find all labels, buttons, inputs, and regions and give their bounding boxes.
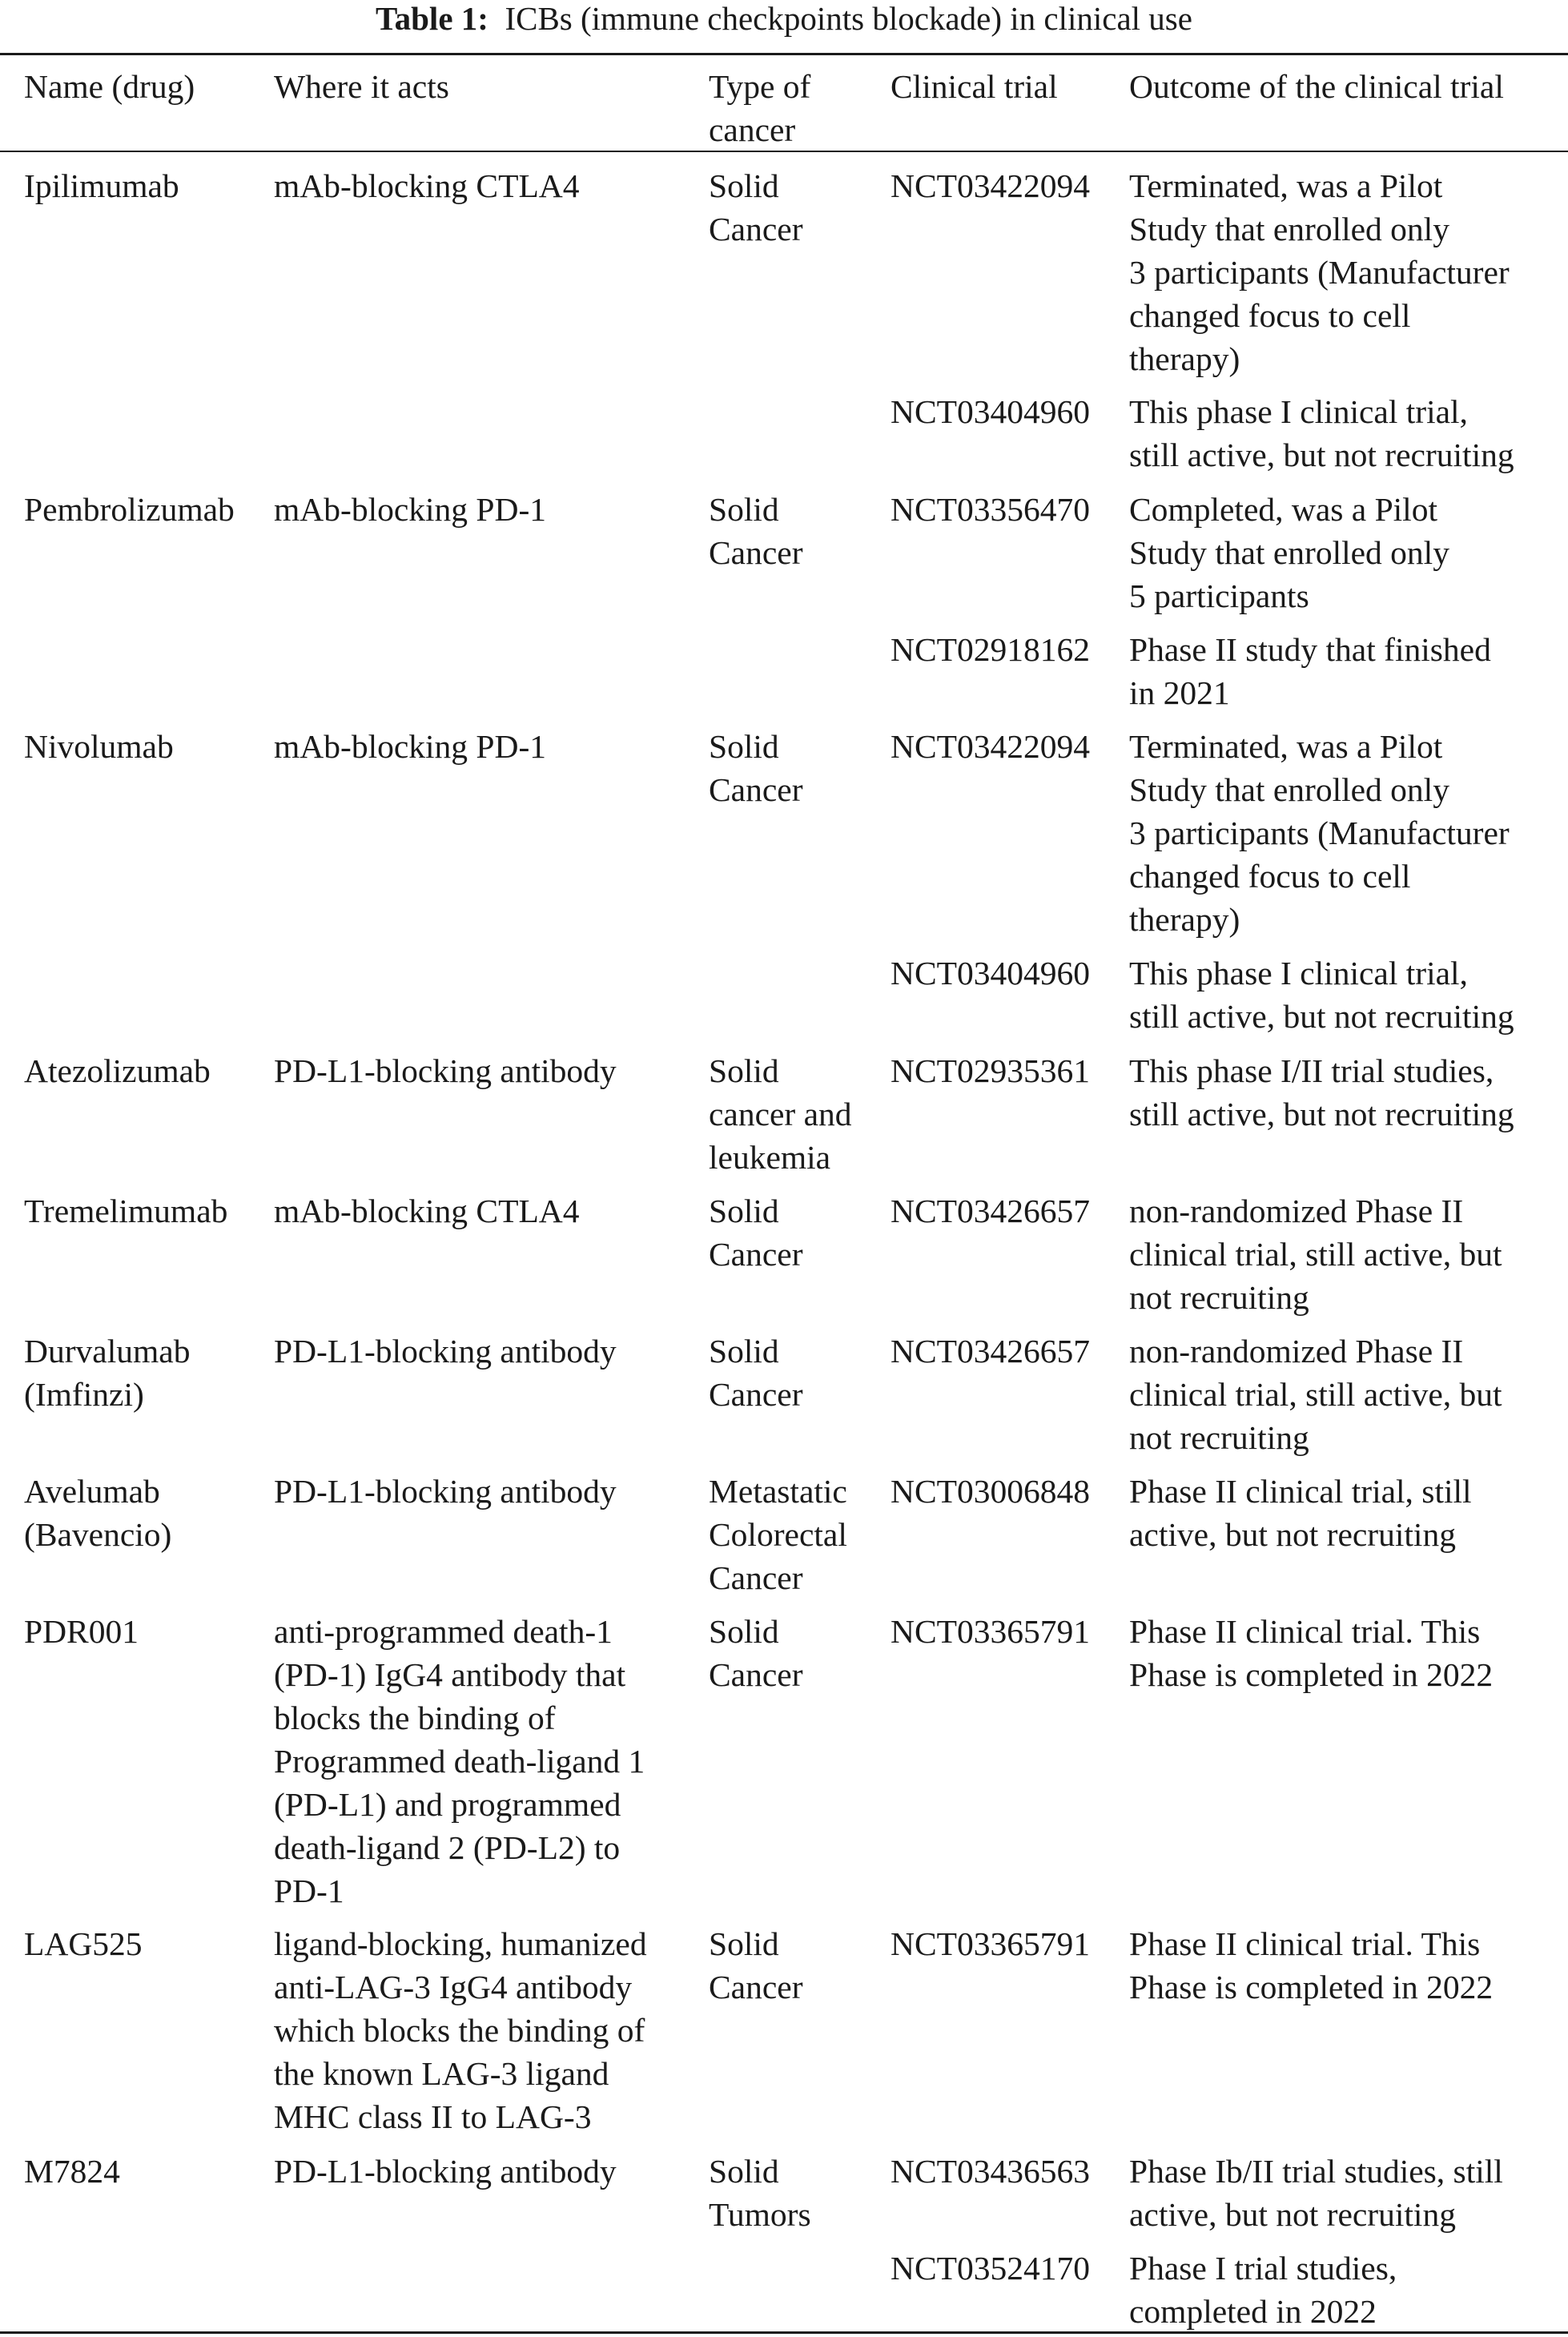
- cell-cancer-type: Solid Cancer: [709, 1613, 803, 1693]
- cell-cancer-type: Solid Cancer: [709, 728, 803, 808]
- cell-outcome: Phase II clinical trial. This Phase is completed in 2022: [1129, 1613, 1494, 1693]
- top-rule: [0, 53, 1568, 55]
- cell-clinical-trial: NCT03404960: [891, 955, 1090, 992]
- cell-drug-name: LAG525: [24, 1925, 143, 1962]
- cell-cancer-type: Solid Tumors: [709, 2153, 811, 2233]
- cell-drug-name: Nivolumab: [24, 728, 174, 765]
- cell-outcome: Completed, was a Pilot Study that enrolled only 5 participants: [1129, 491, 1449, 614]
- cell-clinical-trial: NCT03404960: [891, 393, 1090, 430]
- cell-where-it-acts: PD-L1-blocking antibody: [274, 1333, 617, 1370]
- cell-outcome: Phase II clinical trial. This Phase is completed in 2022: [1129, 1925, 1494, 2005]
- cell-outcome: Phase II clinical trial, still active, but not recruiting: [1129, 1473, 1472, 1553]
- cell-clinical-trial: NCT03426657: [891, 1193, 1090, 1229]
- cell-where-it-acts: PD-L1-blocking antibody: [274, 2153, 617, 2190]
- cell-where-it-acts: PD-L1-blocking antibody: [274, 1473, 617, 1510]
- cell-cancer-type: Solid cancer and leukemia: [709, 1052, 852, 1176]
- cell-drug-name: Atezolizumab: [24, 1052, 211, 1089]
- cell-clinical-trial: NCT03422094: [891, 167, 1090, 204]
- cell-outcome: Terminated, was a Pilot Study that enrolled only 3 participants (Manufacturer changed focus to cell therapy): [1129, 167, 1510, 377]
- cell-drug-name: Ipilimumab: [24, 167, 179, 204]
- cell-where-it-acts: PD-L1-blocking antibody: [274, 1052, 617, 1089]
- cell-outcome: Phase II study that finished in 2021: [1129, 631, 1491, 711]
- cell-outcome: Phase Ib/II trial studies, still active, but not recruiting: [1129, 2153, 1503, 2233]
- table-caption: [0, 0, 1568, 37]
- cell-drug-name: M7824: [24, 2153, 120, 2190]
- cell-cancer-type: Metastatic Colorectal Cancer: [709, 1473, 847, 1596]
- cell-where-it-acts: ligand-blocking, humanized anti-LAG-3 IgG4 antibody which blocks the binding of the known LAG-3 ligand MHC class II to LAG-3: [274, 1925, 647, 2135]
- cell-outcome: This phase I clinical trial, still active, but not recruiting: [1129, 393, 1514, 473]
- cell-clinical-trial: NCT03422094: [891, 728, 1090, 765]
- cell-where-it-acts: mAb-blocking PD-1: [274, 491, 547, 528]
- header-rule: [0, 151, 1568, 152]
- cell-clinical-trial: NCT02918162: [891, 631, 1090, 668]
- cell-cancer-type: Solid Cancer: [709, 1925, 803, 2005]
- header-type: Type of cancer: [709, 68, 811, 148]
- cell-clinical-trial: NCT03365791: [891, 1925, 1090, 1962]
- cell-cancer-type: Solid Cancer: [709, 1333, 803, 1413]
- cell-drug-name: Avelumab (Bavencio): [24, 1473, 172, 1553]
- header-where: Where it acts: [274, 68, 449, 105]
- cell-clinical-trial: NCT03365791: [891, 1613, 1090, 1650]
- header-trial: Clinical trial: [891, 68, 1058, 105]
- cell-cancer-type: Solid Cancer: [709, 491, 803, 571]
- cell-outcome: non-randomized Phase II clinical trial, still active, but not recruiting: [1129, 1193, 1502, 1316]
- cell-drug-name: Durvalumab (Imfinzi): [24, 1333, 191, 1413]
- caption-label: Table 1:: [376, 0, 488, 37]
- cell-clinical-trial: NCT02935361: [891, 1052, 1090, 1089]
- caption-text: ICBs (immune checkpoints blockade) in clinical use: [505, 0, 1192, 37]
- cell-clinical-trial: NCT03524170: [891, 2250, 1090, 2287]
- cell-outcome: non-randomized Phase II clinical trial, still active, but not recruiting: [1129, 1333, 1502, 1456]
- cell-clinical-trial: NCT03006848: [891, 1473, 1090, 1510]
- cell-drug-name: Tremelimumab: [24, 1193, 228, 1229]
- cell-clinical-trial: NCT03356470: [891, 491, 1090, 528]
- cell-outcome: This phase I/II trial studies, still active, but not recruiting: [1129, 1052, 1514, 1132]
- cell-cancer-type: Solid Cancer: [709, 167, 803, 247]
- cell-where-it-acts: anti-programmed death-1 (PD-1) IgG4 antibody that blocks the binding of Programmed death-ligand 1 (PD-L1) and programmed death-ligand 2 (PD-L2) to PD-1: [274, 1613, 645, 1909]
- bottom-rule: [0, 2331, 1568, 2334]
- cell-cancer-type: Solid Cancer: [709, 1193, 803, 1273]
- cell-where-it-acts: mAb-blocking CTLA4: [274, 167, 580, 204]
- header-outcome: Outcome of the clinical trial: [1129, 68, 1504, 105]
- cell-drug-name: Pembrolizumab: [24, 491, 235, 528]
- cell-drug-name: PDR001: [24, 1613, 139, 1650]
- cell-outcome: Terminated, was a Pilot Study that enrolled only 3 participants (Manufacturer changed focus to cell therapy): [1129, 728, 1510, 938]
- cell-outcome: This phase I clinical trial, still active, but not recruiting: [1129, 955, 1514, 1035]
- cell-where-it-acts: mAb-blocking CTLA4: [274, 1193, 580, 1229]
- cell-clinical-trial: NCT03436563: [891, 2153, 1090, 2190]
- header-name: Name (drug): [24, 68, 195, 105]
- cell-outcome: Phase I trial studies, completed in 2022: [1129, 2250, 1397, 2330]
- cell-where-it-acts: mAb-blocking PD-1: [274, 728, 547, 765]
- cell-clinical-trial: NCT03426657: [891, 1333, 1090, 1370]
